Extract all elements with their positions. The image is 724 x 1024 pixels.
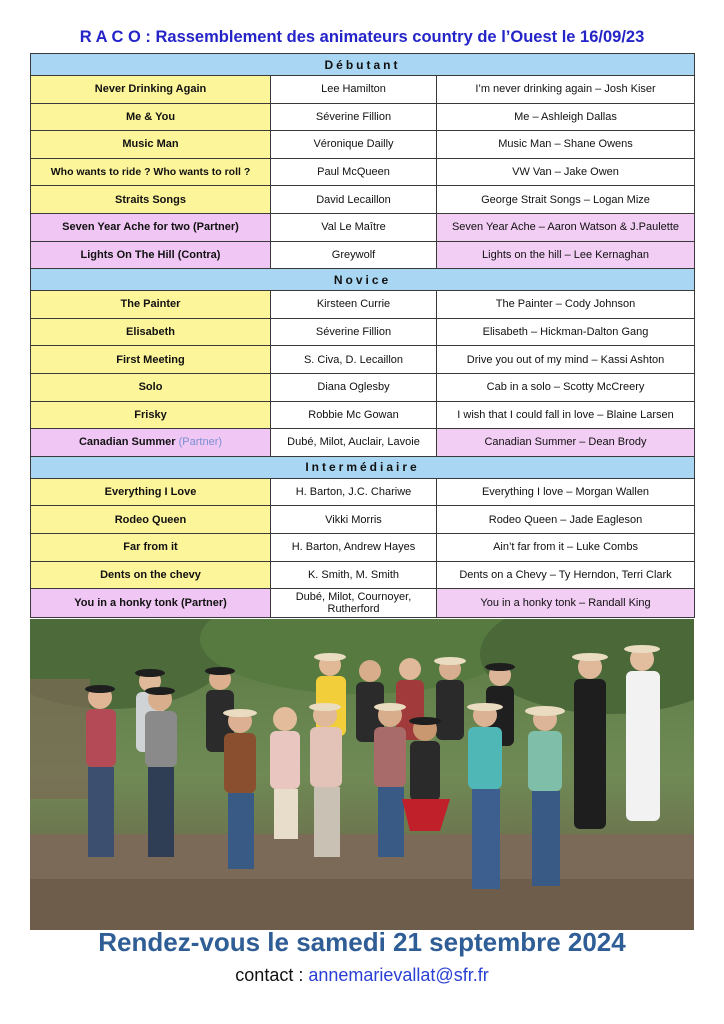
table-row [31, 589, 695, 618]
song: Elisabeth – Hickman-Dalton Gang [437, 318, 695, 346]
table-row [31, 241, 695, 269]
song: Rodeo Queen – Jade Eagleson [437, 506, 695, 534]
table-row [31, 186, 695, 214]
table-row [31, 373, 695, 401]
choreographer: Dubé, Milot, Cournoyer, Rutherford [271, 589, 437, 618]
dance-name: Rodeo Queen [31, 506, 271, 534]
choreographer: Kirsteen Currie [271, 291, 437, 319]
choreographer: Robbie Mc Gowan [271, 401, 437, 429]
table-row [31, 533, 695, 561]
choreographer: S. Civa, D. Lecaillon [271, 346, 437, 374]
table-row [31, 401, 695, 429]
dance-name: Seven Year Ache for two (Partner) [31, 213, 271, 241]
table-row [31, 158, 695, 186]
dance-name: First Meeting [31, 346, 271, 374]
song: VW Van – Jake Owen [437, 158, 695, 186]
section-label: Débutant [31, 54, 695, 76]
choreographer: David Lecaillon [271, 186, 437, 214]
section-header-novice [31, 269, 695, 291]
song: The Painter – Cody Johnson [437, 291, 695, 319]
song: Music Man – Shane Owens [437, 131, 695, 159]
song: Drive you out of my mind – Kassi Ashton [437, 346, 695, 374]
table-row [31, 506, 695, 534]
table-row [31, 346, 695, 374]
song: Lights on the hill – Lee Kernaghan [437, 241, 695, 269]
dance-name-text: Canadian Summer [78, 436, 176, 449]
choreographer: Paul McQueen [271, 158, 437, 186]
table-row [31, 478, 695, 506]
song: Canadian Summer – Dean Brody [437, 429, 695, 457]
dance-name: Dents on the chevy [31, 561, 271, 589]
song: You in a honky tonk – Randall King [437, 589, 695, 618]
choreographer: Diana Oglesby [271, 373, 437, 401]
choreographer: H. Barton, Andrew Hayes [271, 533, 437, 561]
dance-name: You in a honky tonk (Partner) [31, 589, 271, 618]
dance-name: Far from it [31, 533, 271, 561]
song: Dents on a Chevy – Ty Herndon, Terri Clark [437, 561, 695, 589]
choreographer: Vikki Morris [271, 506, 437, 534]
section-header-debutant [31, 54, 695, 76]
dance-name: Lights On The Hill (Contra) [31, 241, 271, 269]
dance-name: Music Man [31, 131, 271, 159]
dance-variant: (Partner) [178, 436, 223, 449]
dance-name: Elisabeth [31, 318, 271, 346]
song: I’m never drinking again – Josh Kiser [437, 76, 695, 104]
section-header-intermediaire [31, 456, 695, 478]
choreographer: Véronique Dailly [271, 131, 437, 159]
table-row [31, 213, 695, 241]
choreographer: Séverine Fillion [271, 103, 437, 131]
song: George Strait Songs – Logan Mize [437, 186, 695, 214]
song: Cab in a solo – Scotty McCreery [437, 373, 695, 401]
table-row [31, 561, 695, 589]
table-row [31, 131, 695, 159]
dance-name: Everything I Love [31, 478, 271, 506]
choreographer: K. Smith, M. Smith [271, 561, 437, 589]
section-label: Intermédiaire [31, 456, 695, 478]
song: Ain’t far from it – Luke Combs [437, 533, 695, 561]
contact-email-link[interactable]: annemarievallat@sfr.fr [308, 965, 489, 985]
song: Everything I love – Morgan Wallen [437, 478, 695, 506]
rendezvous-banner: Rendez-vous le samedi 21 septembre 2024 [98, 927, 626, 957]
table-row [31, 318, 695, 346]
choreographer: Val Le Maître [271, 213, 437, 241]
table-row [31, 291, 695, 319]
choreographer: H. Barton, J.C. Chariwe [271, 478, 437, 506]
dance-name: The Painter [31, 291, 271, 319]
page-title: R A C O : Rassemblement des animateurs country de l’Ouest le 16/09/23 [79, 28, 645, 46]
contact-label: contact : [235, 965, 304, 985]
dance-name: Who wants to ride ? Who wants to roll ? [31, 158, 271, 186]
table-row [31, 76, 695, 104]
table-row [31, 429, 695, 457]
dance-name: Frisky [31, 401, 271, 429]
dance-name: Never Drinking Again [31, 76, 271, 104]
dance-name: Me & You [31, 103, 271, 131]
contact-line [0, 965, 724, 986]
song: I wish that I could fall in love – Blaine Larsen [437, 401, 695, 429]
choreographer: Greywolf [271, 241, 437, 269]
song: Me – Ashleigh Dallas [437, 103, 695, 131]
choreographer: Séverine Fillion [271, 318, 437, 346]
song: Seven Year Ache – Aaron Watson & J.Paulette [437, 213, 695, 241]
choreographer: Lee Hamilton [271, 76, 437, 104]
dance-program-table [30, 53, 695, 618]
table-row [31, 103, 695, 131]
dance-name: Straits Songs [31, 186, 271, 214]
group-photo-illustration [30, 619, 694, 930]
group-photo [30, 619, 694, 930]
dance-name: Solo [31, 373, 271, 401]
section-label: Novice [31, 269, 695, 291]
choreographer: Dubé, Milot, Auclair, Lavoie [271, 429, 437, 457]
dance-name [31, 429, 271, 457]
